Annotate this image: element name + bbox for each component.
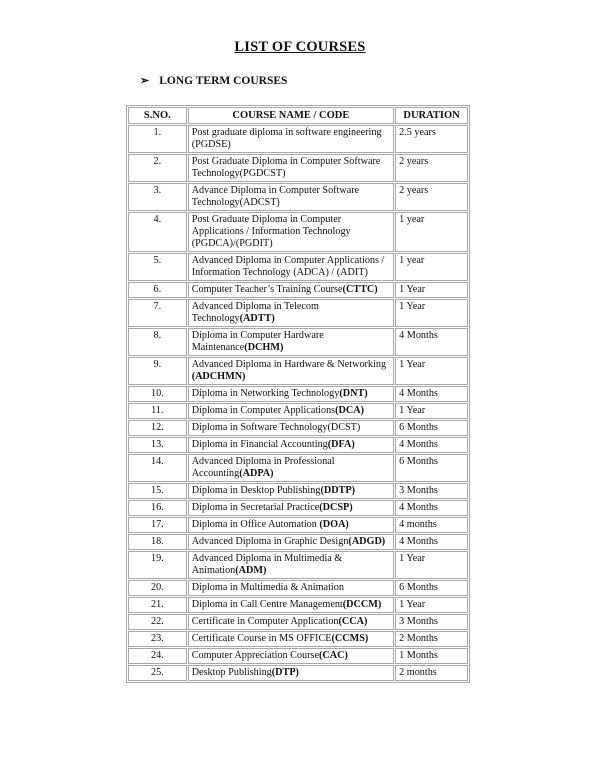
course-duration: 4 Months xyxy=(395,328,468,356)
course-name-cell xyxy=(188,580,394,596)
course-duration: 1 Year xyxy=(395,357,468,385)
table-body xyxy=(128,125,468,681)
table-row xyxy=(128,282,468,298)
course-sno: 20. xyxy=(128,580,187,596)
course-duration: 2.5 years xyxy=(395,125,468,153)
course-name: Advanced Diploma in Telecom Technology xyxy=(191,301,319,324)
course-name: Desktop Publishing xyxy=(191,667,272,678)
course-sno: 17. xyxy=(128,517,187,533)
course-name-cell xyxy=(188,183,394,211)
course-name-cell xyxy=(188,154,394,182)
course-name-cell xyxy=(188,299,394,327)
course-name-cell xyxy=(188,403,394,419)
table-row xyxy=(128,437,468,453)
course-name-cell xyxy=(188,437,394,453)
course-name: Diploma in Software Technology(DCST) xyxy=(191,422,361,433)
header-duration: DURATION xyxy=(395,107,468,124)
course-name: Post graduate diploma in software engineering (PGDSE) xyxy=(191,127,382,150)
course-duration: 1 Year xyxy=(395,299,468,327)
course-sno: 23. xyxy=(128,631,187,647)
course-name-cell xyxy=(188,534,394,550)
course-sno: 2. xyxy=(128,154,187,182)
course-sno: 4. xyxy=(128,212,187,252)
course-sno: 13. xyxy=(128,437,187,453)
course-name: Post Graduate Diploma in Computer Software Technology(PGDCST) xyxy=(191,156,381,179)
course-sno: 24. xyxy=(128,648,187,664)
course-code: (DCSP) xyxy=(319,502,353,513)
course-name: Advanced Diploma in Hardware & Networking xyxy=(191,359,387,370)
table-row xyxy=(128,253,468,281)
course-code: (DOA) xyxy=(319,519,349,530)
course-duration: 2 months xyxy=(395,665,468,681)
table-row xyxy=(128,154,468,182)
course-name: Advanced Diploma in Graphic Design xyxy=(191,536,349,547)
course-code: (DTP) xyxy=(271,667,299,678)
course-name-cell xyxy=(188,631,394,647)
course-code: (ADCHMN) xyxy=(191,371,246,382)
course-code: (DCHM) xyxy=(244,342,284,353)
table-row xyxy=(128,299,468,327)
course-duration: 1 year xyxy=(395,253,468,281)
course-name-cell xyxy=(188,420,394,436)
course-sno: 11. xyxy=(128,403,187,419)
section-heading xyxy=(140,74,287,87)
course-duration: 4 Months xyxy=(395,534,468,550)
course-sno: 19. xyxy=(128,551,187,579)
table-row xyxy=(128,454,468,482)
course-name-cell xyxy=(188,597,394,613)
course-duration: 6 Months xyxy=(395,580,468,596)
page-title: LIST OF COURSES xyxy=(234,39,366,55)
header-course-name: COURSE NAME / CODE xyxy=(188,107,394,124)
course-name: Advanced Diploma in Professional Accounting xyxy=(191,456,335,479)
course-duration: 1 Year xyxy=(395,282,468,298)
table-row xyxy=(128,403,468,419)
course-duration: 2 Months xyxy=(395,631,468,647)
course-sno: 12. xyxy=(128,420,187,436)
table-row xyxy=(128,357,468,385)
course-duration: 4 Months xyxy=(395,500,468,516)
course-name: Certificate in Computer Application xyxy=(191,616,339,627)
course-code: (ADTT) xyxy=(239,313,275,324)
course-code: (DNT) xyxy=(339,388,368,399)
course-duration: 6 Months xyxy=(395,454,468,482)
course-name-cell xyxy=(188,328,394,356)
course-name-cell xyxy=(188,253,394,281)
table-row xyxy=(128,517,468,533)
course-name: Diploma in Secretarial Practice xyxy=(191,502,320,513)
course-name: Post Graduate Diploma in Computer Applications / Information Technology (PGDCA)/(PGDIT) xyxy=(191,214,351,249)
course-sno: 21. xyxy=(128,597,187,613)
course-duration: 3 Months xyxy=(395,483,468,499)
course-code: (DCCM) xyxy=(342,599,382,610)
course-sno: 16. xyxy=(128,500,187,516)
arrow-bullet-icon: ➢ xyxy=(140,75,150,87)
course-name: Advanced Diploma in Multimedia & Animation xyxy=(191,553,343,576)
table-row xyxy=(128,328,468,356)
course-name-cell xyxy=(188,665,394,681)
course-sno: 7. xyxy=(128,299,187,327)
course-sno: 3. xyxy=(128,183,187,211)
table-row xyxy=(128,483,468,499)
table-row xyxy=(128,551,468,579)
course-sno: 18. xyxy=(128,534,187,550)
course-code: (ADM) xyxy=(235,565,267,576)
course-name-cell xyxy=(188,357,394,385)
table-row xyxy=(128,665,468,681)
table-row xyxy=(128,386,468,402)
course-name: Diploma in Computer Applications xyxy=(191,405,336,416)
course-name-cell xyxy=(188,483,394,499)
table-row xyxy=(128,212,468,252)
course-sno: 22. xyxy=(128,614,187,630)
course-name: Certificate Course in MS OFFICE xyxy=(191,633,332,644)
course-code: (ADGD) xyxy=(348,536,386,547)
course-code: (DFA) xyxy=(327,439,355,450)
course-name: Advance Diploma in Computer Software Technology(ADCST) xyxy=(191,185,360,208)
course-name-cell xyxy=(188,454,394,482)
course-sno: 10. xyxy=(128,386,187,402)
course-code: (CAC) xyxy=(319,650,348,661)
course-name-cell xyxy=(188,282,394,298)
course-name: Advanced Diploma in Computer Applications / Information Technology (ADCA) / (ADIT) xyxy=(191,255,385,278)
table-row xyxy=(128,183,468,211)
course-duration: 4 Months xyxy=(395,386,468,402)
course-duration: 2 years xyxy=(395,183,468,211)
course-code: (CCA) xyxy=(338,616,368,627)
table-row xyxy=(128,631,468,647)
table-row xyxy=(128,648,468,664)
course-name: Diploma in Networking Technology xyxy=(191,388,340,399)
table-row xyxy=(128,420,468,436)
course-duration: 1 year xyxy=(395,212,468,252)
course-code: (CTTC) xyxy=(342,284,378,295)
course-sno: 6. xyxy=(128,282,187,298)
course-sno: 9. xyxy=(128,357,187,385)
course-duration: 4 months xyxy=(395,517,468,533)
course-name: Diploma in Office Automation xyxy=(191,519,320,530)
course-duration: 4 Months xyxy=(395,437,468,453)
table-row xyxy=(128,534,468,550)
course-name: Diploma in Multimedia & Animation xyxy=(191,582,344,593)
table-row xyxy=(128,597,468,613)
course-name-cell xyxy=(188,125,394,153)
table-row xyxy=(128,580,468,596)
courses-table xyxy=(126,105,470,683)
course-sno: 14. xyxy=(128,454,187,482)
course-name-cell xyxy=(188,212,394,252)
table-row xyxy=(128,500,468,516)
course-sno: 15. xyxy=(128,483,187,499)
course-duration: 1 Year xyxy=(395,597,468,613)
course-name: Diploma in Call Centre Management xyxy=(191,599,343,610)
course-sno: 1. xyxy=(128,125,187,153)
course-duration: 3 Months xyxy=(395,614,468,630)
course-name-cell xyxy=(188,648,394,664)
course-name-cell xyxy=(188,500,394,516)
course-name: Diploma in Financial Accounting xyxy=(191,439,328,450)
course-sno: 5. xyxy=(128,253,187,281)
course-name-cell xyxy=(188,614,394,630)
course-sno: 25. xyxy=(128,665,187,681)
course-name-cell xyxy=(188,517,394,533)
course-name: Computer Appreciation Course xyxy=(191,650,320,661)
course-duration: 1 Year xyxy=(395,551,468,579)
course-name-cell xyxy=(188,386,394,402)
course-code: (DDTP) xyxy=(320,485,355,496)
course-code: (ADPA) xyxy=(239,468,274,479)
course-name: Diploma in Desktop Publishing xyxy=(191,485,321,496)
header-sno: S.NO. xyxy=(128,107,187,124)
table-header-row xyxy=(128,107,468,124)
course-name: Computer Teacher’s Training Course xyxy=(191,284,343,295)
course-duration: 2 years xyxy=(395,154,468,182)
course-duration: 6 Months xyxy=(395,420,468,436)
course-sno: 8. xyxy=(128,328,187,356)
course-code: (CCMS) xyxy=(331,633,369,644)
course-code: (DCA) xyxy=(335,405,365,416)
course-duration: 1 Months xyxy=(395,648,468,664)
table-row xyxy=(128,125,468,153)
table-row xyxy=(128,614,468,630)
course-name: Diploma in Computer Hardware Maintenance xyxy=(191,330,324,353)
course-duration: 1 Year xyxy=(395,403,468,419)
section-label: LONG TERM COURSES xyxy=(159,74,288,87)
course-name-cell xyxy=(188,551,394,579)
